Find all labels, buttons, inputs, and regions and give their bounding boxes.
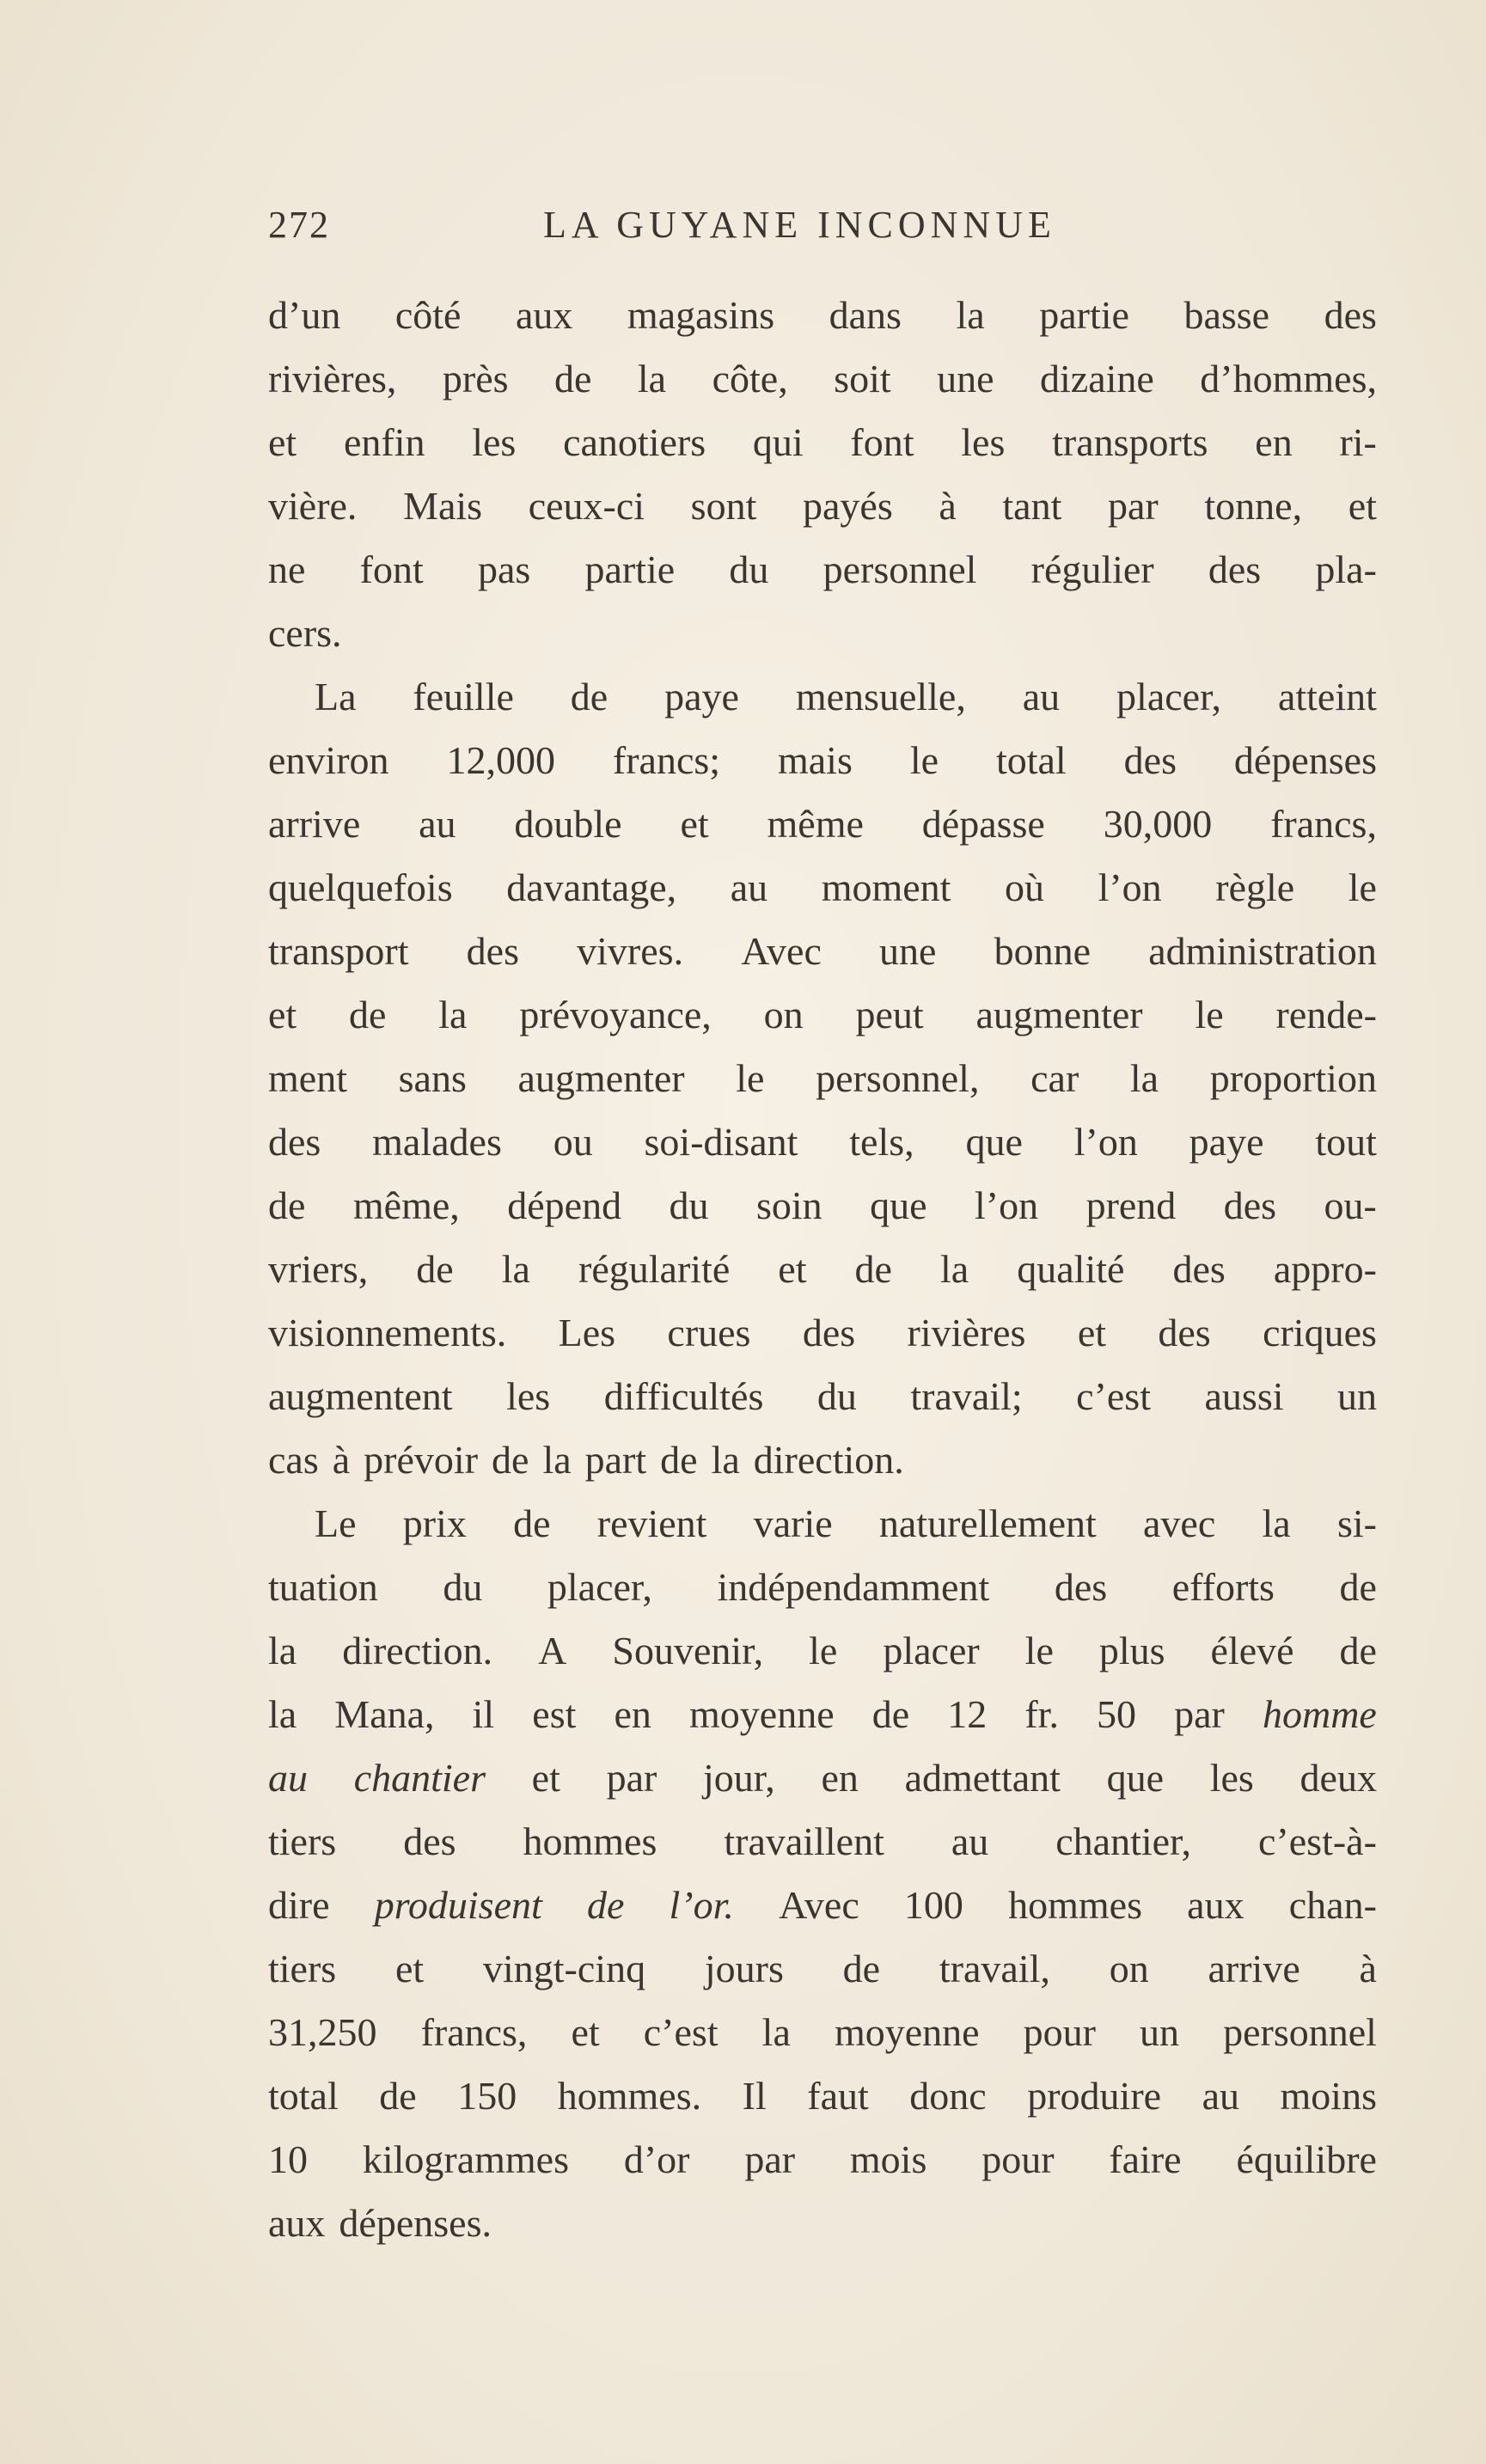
word: vingt-cinq — [483, 1947, 646, 1990]
word: au — [951, 1819, 989, 1863]
word: homme — [1262, 1692, 1377, 1736]
word: équilibre — [1236, 2137, 1377, 2181]
word: en — [614, 1692, 651, 1736]
word: en — [821, 1756, 859, 1800]
word: mais — [777, 738, 853, 782]
word: les — [961, 420, 1006, 464]
word: jour, — [703, 1756, 775, 1800]
word: où — [1005, 865, 1045, 909]
word: d’hommes, — [1200, 357, 1377, 400]
word: la — [1129, 1056, 1159, 1100]
word: la — [711, 1438, 740, 1482]
text-line — [268, 983, 1377, 1047]
text-line — [268, 729, 1377, 792]
word: de — [379, 2074, 417, 2118]
word: tels, — [849, 1120, 914, 1164]
word: 100 — [903, 1883, 963, 1927]
word: Mais — [403, 484, 483, 528]
word: peut — [855, 993, 924, 1036]
word: Souvenir, — [612, 1629, 764, 1672]
text-line — [268, 1492, 1377, 1556]
word: payés — [802, 484, 893, 528]
word: partie — [1039, 293, 1129, 337]
word: partie — [584, 547, 676, 591]
word: davantage, — [506, 865, 677, 909]
text-line — [268, 1746, 1377, 1810]
word: le — [1195, 993, 1224, 1036]
word: à — [332, 1438, 351, 1482]
word: chantier, — [1055, 1819, 1192, 1863]
word: vière. — [268, 484, 358, 528]
word: la — [1262, 1501, 1291, 1545]
word: de — [554, 357, 592, 400]
word: la — [268, 1692, 297, 1736]
word: ceux-ci — [528, 484, 645, 528]
word: environ — [268, 738, 389, 782]
text-line — [268, 602, 1377, 665]
word: au — [730, 865, 768, 909]
word: faut — [807, 2074, 869, 2118]
word: sont — [690, 484, 757, 528]
word: paye — [664, 675, 739, 718]
word: par — [1174, 1692, 1225, 1736]
word: à — [939, 484, 957, 528]
word: au — [1022, 675, 1061, 718]
word: du — [669, 1183, 709, 1227]
text-line — [268, 1238, 1377, 1301]
word: naturellement — [878, 1501, 1097, 1545]
word: dépenses. — [339, 2201, 492, 2245]
text-line — [268, 1810, 1377, 1874]
body-text — [268, 284, 1377, 2255]
word: moment — [821, 865, 951, 909]
word: moyenne — [689, 1692, 835, 1736]
word: les — [472, 420, 517, 464]
word: pas — [477, 547, 531, 591]
word: basse — [1183, 293, 1270, 337]
word: soit — [834, 357, 891, 400]
word: personnel — [1223, 2010, 1377, 2054]
word: le — [809, 1629, 838, 1672]
word: que — [965, 1120, 1023, 1164]
word: chantier — [353, 1756, 486, 1800]
word: des — [802, 1311, 856, 1354]
word: rivières, — [268, 357, 397, 400]
word: Avec — [741, 929, 822, 973]
word: ou- — [1324, 1183, 1377, 1227]
word: vriers, — [268, 1247, 369, 1291]
word: criques — [1263, 1311, 1377, 1354]
word: de — [416, 1247, 454, 1291]
text-line — [268, 1047, 1377, 1110]
word: Il — [742, 2074, 767, 2118]
word: augmentent — [268, 1374, 453, 1418]
text-line — [268, 1428, 1377, 1492]
word: prix — [402, 1501, 467, 1545]
word: côte, — [712, 357, 788, 400]
word: double — [514, 802, 622, 846]
word: arrive — [268, 802, 361, 846]
word: dans — [829, 293, 902, 337]
word: une — [879, 929, 937, 973]
word: efforts — [1171, 1565, 1275, 1609]
word: personnel, — [816, 1056, 980, 1100]
word: proportion — [1209, 1056, 1377, 1100]
word: des — [1123, 738, 1177, 782]
word: Le — [315, 1501, 357, 1545]
word: c’est — [1076, 1374, 1151, 1418]
word: prévoir — [364, 1438, 479, 1482]
word: des — [466, 929, 519, 973]
word: et — [680, 802, 709, 846]
word: une — [937, 357, 994, 400]
word: des — [1054, 1565, 1108, 1609]
text-line — [268, 1937, 1377, 2001]
word: pour — [1023, 2010, 1096, 2054]
word: rende- — [1275, 993, 1377, 1036]
word: hommes — [1008, 1883, 1142, 1927]
word: même — [767, 802, 864, 846]
word: par — [1108, 484, 1159, 528]
word: si- — [1336, 1501, 1377, 1545]
text-line — [268, 284, 1377, 347]
word: tant — [1002, 484, 1062, 528]
text-line — [268, 1301, 1377, 1365]
text-line — [268, 347, 1377, 411]
word: près — [442, 357, 509, 400]
word: aux — [1187, 1883, 1244, 1927]
word: des — [1172, 1247, 1226, 1291]
word: on — [1109, 1947, 1149, 1990]
word: élevé — [1210, 1629, 1294, 1672]
word: chan- — [1288, 1883, 1377, 1927]
text-line — [268, 1683, 1377, 1746]
word: de — [268, 1183, 306, 1227]
word: le — [1024, 1629, 1054, 1672]
word: c’est-à- — [1258, 1819, 1377, 1863]
word: 50 — [1097, 1692, 1137, 1736]
word: revient — [596, 1501, 707, 1545]
word: atteint — [1277, 675, 1377, 718]
word: total — [995, 738, 1067, 782]
word: La — [315, 675, 357, 718]
word: direction. — [342, 1629, 493, 1672]
word: et — [778, 1247, 807, 1291]
word: d’or — [623, 2137, 690, 2181]
word: il — [472, 1692, 495, 1736]
word: la — [438, 993, 468, 1036]
word: de — [570, 675, 608, 718]
text-line — [268, 1874, 1377, 1937]
word: difficultés — [603, 1374, 764, 1418]
word: à — [1359, 1947, 1377, 1990]
word: côté — [394, 293, 462, 337]
word: administration — [1148, 929, 1377, 973]
word: tiers — [268, 1947, 337, 1990]
word: de — [513, 1501, 551, 1545]
word: deux — [1299, 1756, 1377, 1800]
text-line — [268, 792, 1377, 856]
word: c’est — [643, 2010, 719, 2054]
running-title: LA GUYANE INCONNUE — [543, 204, 1056, 246]
word: produire — [1027, 2074, 1162, 2118]
word: vivres. — [577, 929, 684, 973]
word: fr. — [1024, 1692, 1059, 1736]
text-line — [268, 665, 1377, 729]
word: varie — [753, 1501, 833, 1545]
word: de — [349, 993, 387, 1036]
word: direction. — [753, 1438, 904, 1482]
word: le — [909, 738, 939, 782]
word: plus — [1098, 1629, 1165, 1672]
word: la — [956, 293, 985, 337]
word: et — [268, 420, 297, 464]
word: tonne, — [1204, 484, 1303, 528]
page-header — [268, 203, 1377, 254]
word: dire — [268, 1883, 330, 1927]
word: au — [419, 802, 456, 846]
word: sans — [398, 1056, 467, 1100]
text-line — [268, 2128, 1377, 2192]
word: et — [1348, 484, 1377, 528]
word: appro- — [1273, 1247, 1377, 1291]
word: la — [761, 2010, 791, 2054]
word: moins — [1280, 2074, 1377, 2118]
word: cas — [268, 1438, 319, 1482]
word: faire — [1109, 2137, 1182, 2181]
text-line — [268, 856, 1377, 920]
word: soin — [755, 1183, 822, 1227]
word: aux — [268, 2201, 326, 2245]
word: l’on — [975, 1183, 1039, 1227]
word: rivières — [907, 1311, 1026, 1354]
word: des — [1158, 1311, 1211, 1354]
word: les — [506, 1374, 551, 1418]
word: ne — [268, 547, 306, 591]
word: un — [1140, 2010, 1180, 2054]
text-line — [268, 411, 1377, 474]
word: francs, — [420, 2010, 528, 2054]
word: pour — [981, 2137, 1055, 2181]
word: tuation — [268, 1565, 378, 1609]
word: la — [637, 357, 667, 400]
word: des — [1223, 1183, 1277, 1227]
word: du — [816, 1374, 857, 1418]
word: qui — [752, 420, 804, 464]
word: l’on — [1098, 865, 1162, 909]
word: des — [1208, 547, 1262, 591]
word: d’un — [268, 293, 341, 337]
word: au — [268, 1756, 308, 1800]
word: de — [492, 1438, 529, 1482]
word: tout — [1315, 1120, 1377, 1164]
word: mensuelle, — [795, 675, 966, 718]
word: moyenne — [834, 2010, 980, 2054]
word: paye — [1189, 1120, 1264, 1164]
word: l’or. — [669, 1883, 734, 1927]
word: A — [538, 1629, 567, 1672]
word: admettant — [904, 1756, 1061, 1800]
word: personnel — [822, 547, 977, 591]
word: Les — [558, 1311, 616, 1354]
word: règle — [1215, 865, 1295, 909]
word: de — [871, 1692, 910, 1736]
word: aussi — [1204, 1374, 1284, 1418]
word: avec — [1143, 1501, 1216, 1545]
word: dépend — [507, 1183, 622, 1227]
text-line — [268, 2064, 1377, 2128]
word: quelquefois — [268, 865, 453, 909]
word: donc — [909, 2074, 987, 2118]
word: travaillent — [724, 1819, 884, 1863]
word: et — [571, 2010, 600, 2054]
word: font — [850, 420, 914, 464]
word: hommes — [523, 1819, 657, 1863]
word: Mana, — [334, 1692, 435, 1736]
word: un — [1337, 1374, 1377, 1418]
word: que — [1106, 1756, 1165, 1800]
word: 150 — [457, 2074, 517, 2118]
word: 12,000 — [446, 738, 555, 782]
text-line — [268, 2192, 1377, 2255]
word: arrive — [1208, 1947, 1300, 1990]
word: hommes. — [557, 2074, 702, 2118]
word: de — [660, 1438, 698, 1482]
word: des — [1324, 293, 1377, 337]
word: canotiers — [563, 420, 706, 464]
word: augmenter — [975, 993, 1143, 1036]
word: kilogrammes — [362, 2137, 570, 2181]
word: cers. — [268, 611, 342, 655]
word: la — [268, 1629, 297, 1672]
word: 31,250 — [268, 2010, 377, 2054]
word: francs, — [1270, 802, 1377, 846]
word: tiers — [268, 1819, 337, 1863]
word: prévoyance, — [519, 993, 712, 1036]
word: total — [268, 2074, 339, 2118]
word: placer, — [547, 1565, 652, 1609]
word: régularité — [578, 1247, 731, 1291]
word: mois — [849, 2137, 927, 2181]
word: transport — [268, 929, 409, 973]
word: feuille — [413, 675, 514, 718]
word: par — [606, 1756, 657, 1800]
word: la — [940, 1247, 969, 1291]
word: prend — [1085, 1183, 1177, 1227]
word: ou — [553, 1120, 593, 1164]
text-line — [268, 1110, 1377, 1174]
word: qualité — [1017, 1247, 1125, 1291]
word: dépasse — [921, 802, 1045, 846]
word: 10 — [268, 2137, 308, 2181]
text-line — [268, 474, 1377, 538]
word: francs; — [612, 738, 721, 782]
word: dizaine — [1040, 357, 1154, 400]
word: placer — [883, 1629, 980, 1672]
word: magasins — [627, 293, 775, 337]
word: des — [268, 1120, 321, 1164]
word: de — [854, 1247, 892, 1291]
word: placer, — [1116, 675, 1222, 718]
word: des — [403, 1819, 456, 1863]
word: car — [1030, 1056, 1079, 1100]
word: le — [736, 1056, 765, 1100]
page-number: 272 — [268, 204, 330, 246]
word: au — [1202, 2074, 1240, 2118]
word: la — [542, 1438, 572, 1482]
word: et — [1077, 1311, 1107, 1354]
word: et — [268, 993, 297, 1036]
text-line — [268, 2001, 1377, 2064]
text-line — [268, 538, 1377, 602]
word: de — [586, 1883, 625, 1927]
word: dépenses — [1233, 738, 1377, 782]
word: par — [744, 2137, 796, 2181]
word: aux — [515, 293, 573, 337]
word: transports — [1052, 420, 1208, 464]
word: en — [1255, 420, 1293, 464]
word: et — [395, 1947, 425, 1990]
word: Avec — [779, 1883, 859, 1927]
text-line — [268, 1174, 1377, 1238]
word: part — [584, 1438, 647, 1482]
word: crues — [667, 1311, 751, 1354]
word: soi-disant — [644, 1120, 798, 1164]
word: de — [842, 1947, 881, 1990]
word: l’on — [1073, 1120, 1138, 1164]
word: est — [532, 1692, 577, 1736]
text-line — [268, 1556, 1377, 1619]
word: 30,000 — [1103, 802, 1213, 846]
word: produisent — [374, 1883, 542, 1927]
text-line — [268, 1365, 1377, 1428]
word: enfin — [343, 420, 425, 464]
word: pla- — [1315, 547, 1377, 591]
word: malades — [372, 1120, 502, 1164]
word: de — [1339, 1629, 1377, 1672]
word: ment — [268, 1056, 347, 1100]
word: bonne — [994, 929, 1092, 973]
word: travail, — [939, 1947, 1050, 1990]
word: font — [359, 547, 424, 591]
word: les — [1209, 1756, 1254, 1800]
word: du — [729, 547, 769, 591]
word: la — [501, 1247, 530, 1291]
word: et — [531, 1756, 560, 1800]
word: travail; — [910, 1374, 1023, 1418]
word: de — [1339, 1565, 1377, 1609]
text-line — [268, 1619, 1377, 1683]
word: augmenter — [517, 1056, 685, 1100]
word: même, — [352, 1183, 460, 1227]
word: que — [870, 1183, 927, 1227]
text-line — [268, 920, 1377, 983]
word: indépendamment — [717, 1565, 990, 1609]
word: régulier — [1030, 547, 1154, 591]
word: 12 — [947, 1692, 988, 1736]
word: jours — [704, 1947, 784, 1990]
word: le — [1348, 865, 1377, 909]
word: ri- — [1339, 420, 1377, 464]
word: visionnements. — [268, 1311, 507, 1354]
word: du — [443, 1565, 483, 1609]
word: on — [763, 993, 804, 1036]
